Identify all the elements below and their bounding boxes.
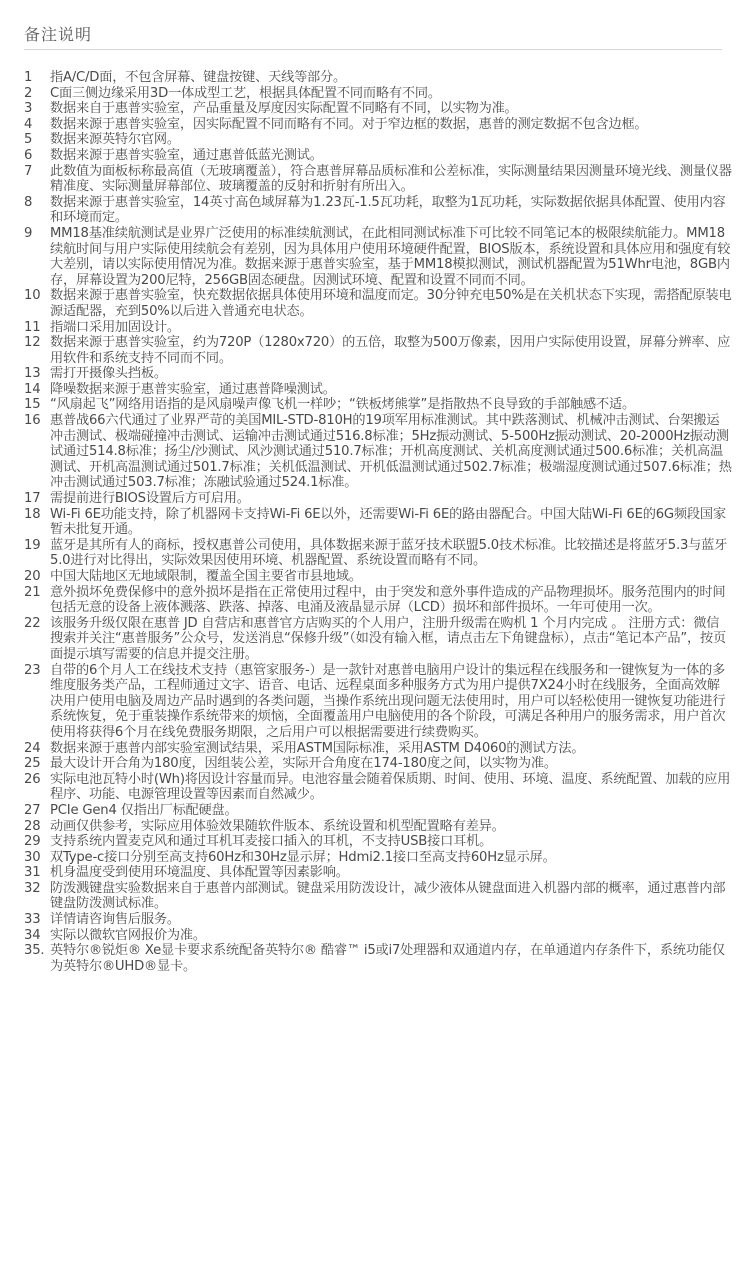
note-text: 意外损坏免费保修中的意外损坏是指在正常使用过程中，由于突发和意外事件造成的产品物理损坏。服务范围内的时间包括无意的设备上液体溅落、跌落、掉落、电涌及液晶显示屏（LCD）损坏和部件损坏。一年可使用一次。 <box>50 584 726 616</box>
notes-list <box>24 70 732 974</box>
note-item <box>24 538 732 569</box>
note-number: 20 <box>24 569 41 584</box>
note-item <box>24 850 732 866</box>
note-number: 35. <box>24 943 45 959</box>
note-number: 7 <box>24 163 33 179</box>
note-item <box>24 413 732 491</box>
note-number: 25 <box>24 756 41 772</box>
note-item <box>24 819 732 835</box>
note-item <box>24 132 732 148</box>
note-number: 1 <box>24 70 33 85</box>
note-item <box>24 195 732 226</box>
note-text: 指A/C/D面，不包含屏幕、键盘按键、天线等部分。 <box>50 70 347 85</box>
note-number: 9 <box>24 225 33 241</box>
note-number: 22 <box>24 615 41 631</box>
note-number: 2 <box>24 85 33 101</box>
note-number: 31 <box>24 865 41 881</box>
note-item <box>24 148 732 164</box>
note-number: 23 <box>24 662 41 678</box>
note-text: 蓝牙是其所有人的商标，授权惠普公司使用，具体数据来源于蓝牙技术联盟5.0技术标准。比较描述是将蓝牙5.3与蓝牙5.0进行对比得出，实际效果因使用环境、机器配置、系统设置而略有不同。 <box>50 537 728 569</box>
note-item <box>24 335 732 366</box>
note-item <box>24 585 732 616</box>
note-text: 数据来自于惠普实验室，产品重量及厚度因实际配置不同略有不同，以实物为准。 <box>50 101 518 117</box>
note-item <box>24 366 732 382</box>
note-item <box>24 397 732 413</box>
note-item <box>24 382 732 398</box>
note-text: 数据来源于惠普实验室，因实际配置不同而略有不同。对于窄边框的数据，惠普的测定数据不包含边框。 <box>50 116 648 132</box>
note-number: 12 <box>24 335 41 351</box>
note-item <box>24 507 732 538</box>
note-number: 24 <box>24 740 41 756</box>
note-text: 数据来源于惠普实验室，约为720P（1280x720）的五倍，取整为500万像素，因用户实际使用设置，屏幕分辨率、应用软件和系统支持不同而不同。 <box>50 335 731 366</box>
note-number: 26 <box>24 771 41 787</box>
note-item <box>24 741 732 757</box>
note-text: 自带的6个月人工在线技术支持（惠管家服务-）是一款针对惠普电脑用户设计的集远程在线服务和一键恢复为一体的多维度服务类产品，工程师通过文字、语音、电话、远程桌面多种服务方式为用户提供7X24小时在线服务，全面高效解决用户使用电脑及周边产品时遇到的各类问题，当操作系统出现问题无法使用时，用户可以轻松使用一键恢复功能进行系统恢复，免于重装操作系统带来的烦恼，全面覆盖用户电脑使用的各个阶段，可满足各种用户的服务需求，用户首次使用将获得6个月在线免费服务期限，之后用户可以根据需要进行续费购买。 <box>50 662 726 740</box>
note-item <box>24 616 732 663</box>
note-text: 双Type-c接口分别至高支持60Hz和30Hz显示屏；Hdmi2.1接口至高支持60Hz显示屏。 <box>50 849 556 865</box>
note-number: 29 <box>24 834 41 850</box>
note-text: 机身温度受到使用环境温度、具体配置等因素影响。 <box>50 865 349 881</box>
note-text: 实际电池瓦特小时(Wh)将因设计容量而异。电池容量会随着保质期、时间、使用、环境、温度、系统配置、加载的应用程序、功能、电源管理设置等因素而自然减少。 <box>50 771 731 803</box>
note-number: 6 <box>24 147 33 163</box>
note-number: 16 <box>24 413 41 429</box>
note-text: “风扇起飞”网络用语指的是风扇噪声像飞机一样吵；“铁板烤熊掌”是指散热不良导致的手部触感不适。 <box>50 397 635 413</box>
note-number: 8 <box>24 194 33 210</box>
note-number: 32 <box>24 880 41 896</box>
note-item <box>24 491 732 507</box>
note-text: 英特尔®锐炬® Xe显卡要求系统配备英特尔® 酷睿™ i5或i7处理器和双通道内存，在单通道内存条件下，系统功能仅为英特尔®UHD®显卡。 <box>50 943 725 974</box>
note-item <box>24 663 732 741</box>
note-number: 11 <box>24 319 41 335</box>
note-text: MM18基准续航测试是业界广泛使用的标准续航测试，在此相同测试标准下可比较不同笔记本的极限续航能力。MM18续航时间与用户实际使用续航会有差别，因为具体用户使用环境硬件配置，BIOS版本，系统设置和具体应用和强度有较大差别，请以实际使用情况为准。数据来源于惠普实验室，基于MM18模拟测试，测试机器配置为51Whr电池，8GB内存，屏幕设置为200尼特，256GB固态硬盘。因测试环境、配置和设置不同而不同。 <box>50 225 731 288</box>
note-text: 数据来源于惠普实验室，通过惠普低蓝光测试。 <box>50 147 323 163</box>
page-title: 备注说明 <box>24 25 93 44</box>
note-number: 21 <box>24 584 41 600</box>
note-item <box>24 86 732 102</box>
note-number: 28 <box>24 818 41 834</box>
note-text: 数据来源于惠普实验室，14英寸高色域屏幕为1.23瓦-1.5瓦功耗，取整为1瓦功耗，实际数据依据具体配置、使用内容和环境而定。 <box>50 194 726 226</box>
note-item <box>24 320 732 336</box>
note-number: 34 <box>24 927 41 943</box>
note-text: 最大设计开合角为180度，因组装公差，实际开合角度在174-180度之间，以实物为准。 <box>50 756 557 772</box>
note-item <box>24 164 732 195</box>
note-item <box>24 881 732 912</box>
note-item <box>24 912 732 928</box>
note-text: 数据来源于惠普实验室，快充数据依据具体使用环境和温度而定。30分钟充电50%是在关机状态下实现，需搭配原装电源适配器，充到50%以后进入普通充电状态。 <box>50 288 732 319</box>
note-text: 数据来源英特尔官网。 <box>50 132 180 148</box>
note-item <box>24 101 732 117</box>
note-text: 动画仅供参考，实际应用体验效果随软件版本、系统设置和机型配置略有差异。 <box>50 818 505 834</box>
title-divider <box>24 49 722 50</box>
note-number: 19 <box>24 537 41 553</box>
note-text: Wi-Fi 6E功能支持，除了机器网卡支持Wi-Fi 6E以外，还需要Wi-Fi 6E的路由器配合。中国大陆Wi-Fi 6E的6G频段国家暂未批复开通。 <box>50 506 726 538</box>
note-item <box>24 943 732 974</box>
note-number: 18 <box>24 506 41 522</box>
note-number: 13 <box>24 366 41 382</box>
note-text: C面三侧边缘采用3D一体成型工艺，根据具体配置不同而略有不同。 <box>50 85 441 101</box>
note-text: 支持系统内置麦克风和通过耳机耳麦接口插入的耳机，不支持USB接口耳机。 <box>50 834 493 850</box>
note-item <box>24 117 732 133</box>
note-number: 5 <box>24 132 33 148</box>
note-text: 需提前进行BIOS设置后方可启用。 <box>50 491 250 507</box>
note-text: 详情请咨询售后服务。 <box>50 912 180 928</box>
note-number: 33 <box>24 912 41 928</box>
note-text: 指端口采用加固设计。 <box>50 319 180 335</box>
note-text: 此数值为面板标称最高值（无玻璃覆盖），符合惠普屏幕品质标准和公差标准，实际测量结果因测量环境光线、测量仪器精准度、实际测量屏幕部位、玻璃覆盖的反射和折射有所出入。 <box>50 163 732 195</box>
note-item <box>24 865 732 881</box>
note-item <box>24 226 732 288</box>
note-number: 17 <box>24 491 41 507</box>
note-number: 14 <box>24 381 41 397</box>
note-item <box>24 803 732 819</box>
note-text: PCIe Gen4 仅指出厂标配硬盘。 <box>50 802 238 818</box>
note-number: 27 <box>24 802 41 818</box>
note-number: 30 <box>24 849 41 865</box>
note-text: 实际以微软官网报价为准。 <box>50 927 206 943</box>
note-item <box>24 569 732 585</box>
note-number: 10 <box>24 288 41 304</box>
note-number: 3 <box>24 101 33 117</box>
note-text: 中国大陆地区无地域限制，覆盖全国主要省市县地域。 <box>50 569 362 584</box>
note-item <box>24 834 732 850</box>
note-text: 数据来源于惠普内部实验室测试结果，采用ASTM国际标准，采用ASTM D4060的测试方法。 <box>50 740 585 756</box>
note-item <box>24 928 732 944</box>
note-number: 15 <box>24 397 41 413</box>
note-item <box>24 756 732 772</box>
note-text: 防泼溅键盘实验数据来自于惠普内部测试。键盘采用防泼设计，减少液体从键盘面进入机器内部的概率，通过惠普内部键盘防泼测试标准。 <box>50 880 726 912</box>
note-item <box>24 70 732 86</box>
note-text: 降噪数据来源于惠普实验室，通过惠普降噪测试。 <box>50 381 336 397</box>
note-item <box>24 288 732 319</box>
note-text: 该服务升级仅限在惠普 JD 自营店和惠普官方店购买的个人用户，注册升级需在购机 1 个月内完成 。 注册方式：微信搜索并关注“惠普服务”公众号，发送消息“保修升级”（如没有输入框，请点击左下角键盘标），点击“笔记本产品”，按页面提示填写需要的信息并提交注册。 <box>50 615 726 662</box>
note-item <box>24 772 732 803</box>
note-text: 需打开摄像头挡板。 <box>50 366 167 382</box>
note-text: 惠普战66六代通过了业界严苛的美国MIL-STD-810H的19项军用标准测试。其中跌落测试、机械冲击测试、台架搬运冲击测试、极端碰撞冲击测试、运输冲击测试通过516.8标准；5Hz振动测试、5-500Hz振动测试、20-2000Hz振动测试通过514.8标准；扬尘/沙测试、风沙测试通过510.7标准；开机高度测试、关机高度测试通过500.6标准；关机高温测试、开机高温测试通过501.7标准；关机低温测试、开机低温测试通过502.7标准；极端湿度测试通过507.6标准；热冲击测试通过503.7标准；冻融试验通过524.1标准。 <box>50 413 732 491</box>
note-number: 4 <box>24 116 33 132</box>
